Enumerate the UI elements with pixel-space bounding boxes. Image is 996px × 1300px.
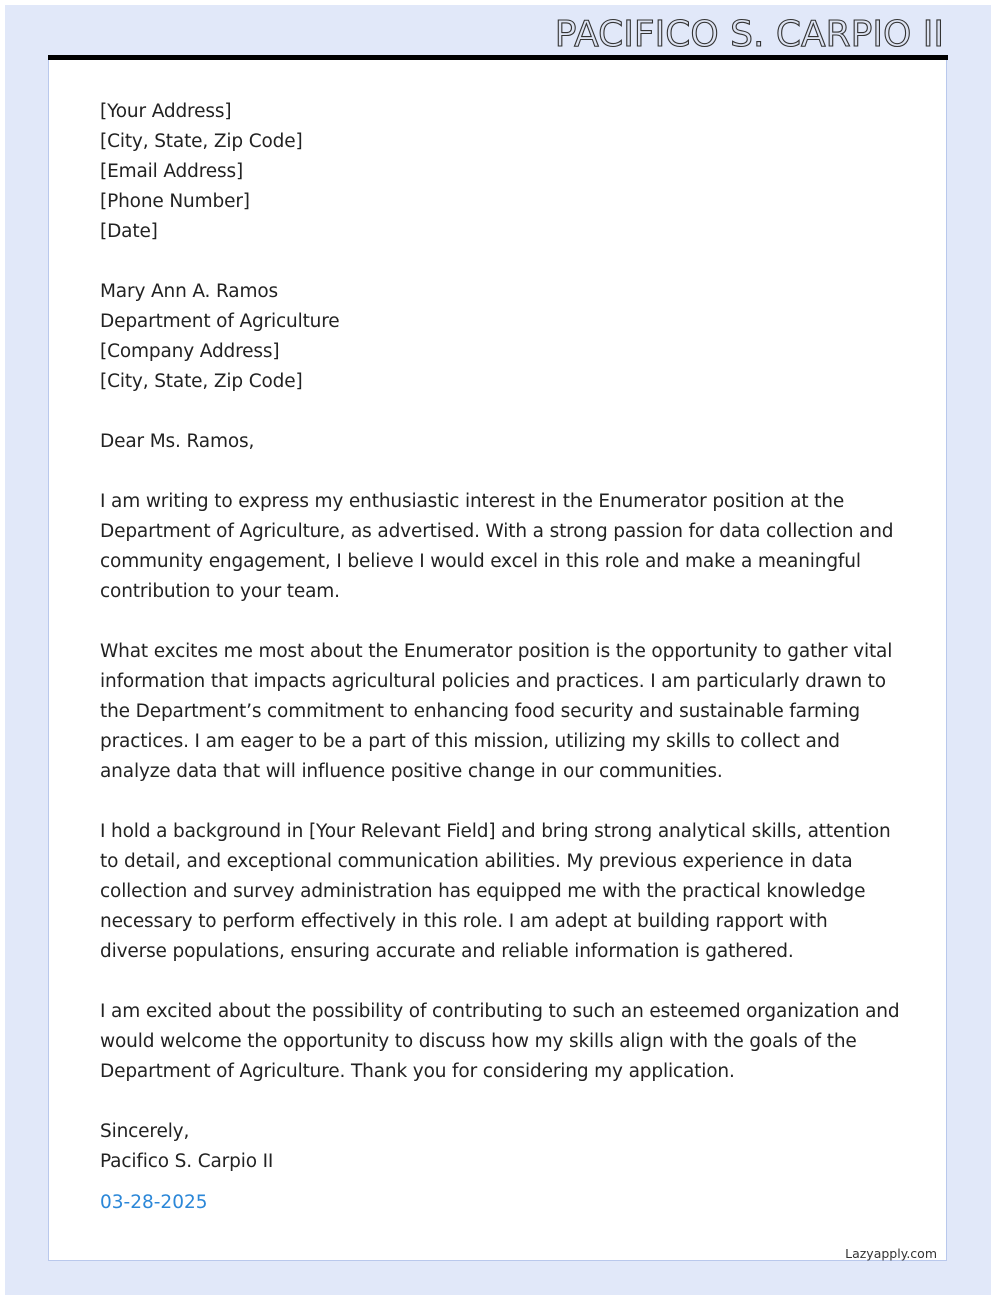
valediction: Sincerely,: [100, 1121, 190, 1142]
sender-phone: [Phone Number]: [100, 191, 250, 212]
date-stamp: 03-28-2025: [100, 1192, 208, 1213]
body-paragraph-3: I hold a background in [Your Relevant Field] and bring strong analytical skills, attention to detail, and exceptional communication abilities. My previous experience in data collection and survey administration has equipped me with the practical knowledge necessary to perform effectively in this role. I am adept at building rapport with diverse populations, ensuring accurate and reliable information is gathered.: [100, 821, 891, 962]
sender-address: [Your Address]: [100, 101, 232, 122]
salutation: Dear Ms. Ramos,: [100, 431, 255, 452]
closing-block: [100, 1117, 900, 1177]
sender-city-state-zip: [City, State, Zip Code]: [100, 131, 303, 152]
sender-email: [Email Address]: [100, 161, 244, 182]
sender-date: [Date]: [100, 221, 158, 242]
body-paragraph-1: I am writing to express my enthusiastic interest in the Enumerator position at the Department of Agriculture, as advertised. With a strong passion for data collection and community engagement, I believe I would excel in this role and make a meaningful contribution to your team.: [100, 491, 894, 602]
letter-body: [100, 97, 900, 1177]
body-paragraph-2: What excites me most about the Enumerator position is the opportunity to gather vital information that impacts agricultural policies and practices. I am particularly drawn to the Department’s commitment to enhancing food security and sustainable farming practices. I am eager to be a part of this mission, utilizing my skills to collect and analyze data that will influence positive change in our communities.: [100, 641, 893, 782]
title-divider: [48, 55, 948, 60]
signature-name: Pacifico S. Carpio II: [100, 1151, 274, 1172]
recipient-address: [Company Address]: [100, 341, 280, 362]
watermark: Lazyapply.com: [845, 1246, 937, 1261]
recipient-block: [100, 277, 900, 397]
recipient-city-state-zip: [City, State, Zip Code]: [100, 371, 303, 392]
page-title: PACIFICO S. CARPIO II: [554, 14, 944, 55]
recipient-organization: Department of Agriculture: [100, 311, 340, 332]
recipient-name: Mary Ann A. Ramos: [100, 281, 279, 302]
sender-block: [100, 97, 900, 247]
body-paragraph-4: I am excited about the possibility of contributing to such an esteemed organization and would welcome the opportunity to discuss how my skills align with the goals of the Department of Agriculture. Thank you for considering my application.: [100, 1001, 900, 1082]
